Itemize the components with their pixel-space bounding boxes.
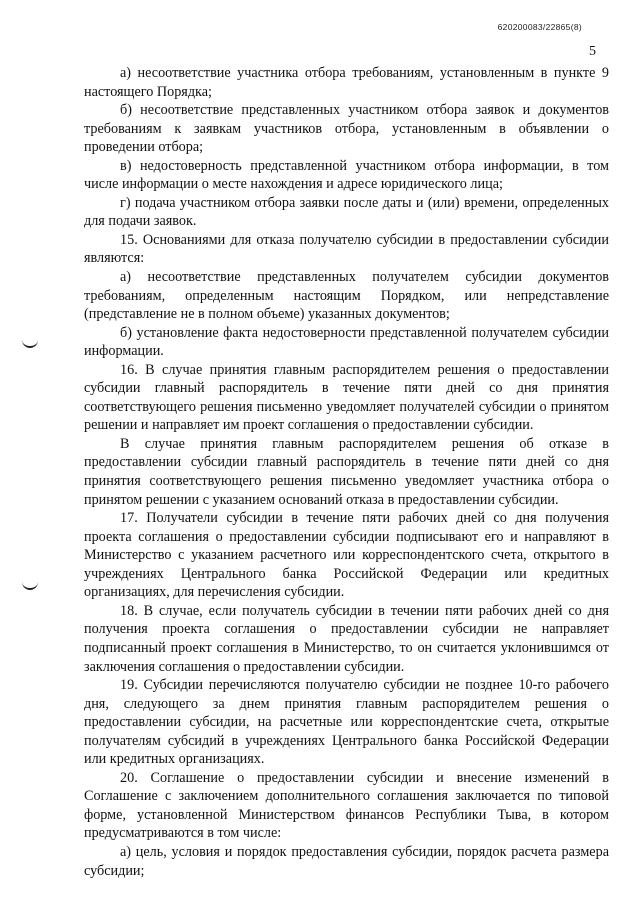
paragraph-20: 20. Соглашение о предоставлении субсидии и внесение изменений в Соглашение с заключением дополнительного соглашения заключается по типовой форме, установленной Министерством финансов Республики Тыва, в котором предусматриваются в том числе:	[84, 769, 609, 842]
paragraph-b-1: б) несоответствие представленных участником отбора заявок и документов требованиям к заявкам участников отбора, установленным в объявлении о проведении отбора;	[84, 102, 609, 156]
page-number: 5	[589, 44, 596, 59]
paragraph-18: 18. В случае, если получатель субсидии в течении пяти рабочих дней со дня получения проекта соглашения о предоставлении субсидии не направляет подписанный проект соглашения в Министерство, то он считается уклонившимся от заключения соглашения о предоставлении субсидии.	[84, 602, 609, 675]
paragraph-19: 19. Субсидии перечисляются получателю субсидии не позднее 10-го рабочего дня, следующего за днем принятия главным распорядителем решения о предоставлении субсидии, на расчетные или корреспондентские счета, открытые получателям субсидий в учреждениях Центрального банка Российской Федерации или кредитных организациях.	[84, 677, 609, 768]
paragraph-15: 15. Основаниями для отказа получателю субсидии в предоставлении субсидии являются:	[84, 231, 609, 267]
paragraph-a-3: а) цель, условия и порядок предоставления субсидии, порядок расчета размера субсидии;	[84, 843, 609, 879]
paragraph-16-refusal: В случае принятия главным распорядителем решения об отказе в предоставлении субсидии главный распорядитель в течение пяти дней со дня принятия соответствующего решения письменно уведомляет участника отбора о принятом решении с указанием оснований отказа в предоставлении субсидии.	[84, 435, 609, 508]
paragraph-a-1: а) несоответствие участника отбора требованиям, установленным в пункте 9 настоящего Порядка;	[84, 65, 609, 100]
paragraph-17: 17. Получатели субсидии в течение пяти рабочих дней со дня получения проекта соглашения о предоставлении субсидии подписывают его и направляют в Министерство с указанием расчетного или корреспондентского счета, открытого в учреждениях Центрального банка Российской Федерации или кредитных организациях, для перечисления субсидии.	[84, 510, 609, 601]
paragraph-a-2: а) несоответствие представленных получателем субсидии документов требованиям, определенным настоящим Порядком, или непредставление (представление не в полном объеме) указанных документов;	[84, 269, 609, 323]
paragraph-g-1: г) подача участником отбора заявки после даты и (или) времени, определенных для подачи заявок.	[84, 194, 609, 230]
paragraph-v-1: в) недостоверность представленной участником отбора информации, в том числе информации о месте нахождения и адресе юридического лица;	[84, 157, 609, 193]
margin-mark	[22, 580, 38, 590]
document-body	[84, 64, 609, 880]
document-id: 620200083/22865(8)	[497, 22, 582, 32]
paragraph-b-2: б) установление факта недостоверности представленной получателем субсидии информации.	[84, 324, 609, 360]
paragraph-16: 16. В случае принятия главным распорядителем решения о предоставлении субсидии главный распорядитель в течение пяти дней со дня принятия соответствующего решения письменно уведомляет получателей субсидии о принятом решении и направляет им проект соглашения о предоставлении субсидии.	[84, 361, 609, 434]
margin-mark	[22, 338, 38, 348]
